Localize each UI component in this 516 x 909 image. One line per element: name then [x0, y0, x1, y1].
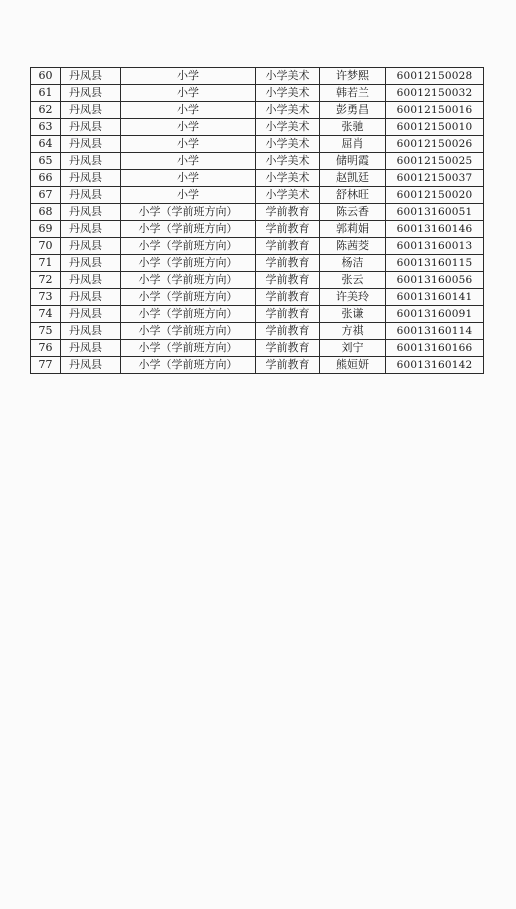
row-number-cell: 61 [31, 85, 61, 102]
subject-cell: 学前教育 [256, 204, 320, 221]
county-cell: 丹凤县 [61, 357, 121, 374]
candidate-name-cell: 陈茜茭 [320, 238, 386, 255]
county-cell: 丹凤县 [61, 238, 121, 255]
subject-cell: 学前教育 [256, 306, 320, 323]
candidate-name-cell: 赵凯廷 [320, 170, 386, 187]
subject-cell: 小学美术 [256, 136, 320, 153]
candidate-name-cell: 韩若兰 [320, 85, 386, 102]
subject-cell: 学前教育 [256, 357, 320, 374]
subject-cell: 小学美术 [256, 102, 320, 119]
table-row [31, 170, 484, 187]
candidate-name-cell: 陈云香 [320, 204, 386, 221]
row-number-cell: 60 [31, 68, 61, 85]
candidate-name-cell: 舒林旺 [320, 187, 386, 204]
exam-number-cell: 60012150032 [386, 85, 484, 102]
table-row [31, 306, 484, 323]
school-level-cell: 小学（学前班方向） [121, 323, 256, 340]
subject-cell: 学前教育 [256, 272, 320, 289]
subject-cell: 小学美术 [256, 187, 320, 204]
exam-number-cell: 60012150026 [386, 136, 484, 153]
county-cell: 丹凤县 [61, 136, 121, 153]
school-level-cell: 小学（学前班方向） [121, 272, 256, 289]
candidate-name-cell: 郭莉娟 [320, 221, 386, 238]
table-row [31, 289, 484, 306]
county-cell: 丹凤县 [61, 340, 121, 357]
roster-body [31, 68, 484, 374]
row-number-cell: 74 [31, 306, 61, 323]
county-cell: 丹凤县 [61, 119, 121, 136]
exam-number-cell: 60012150028 [386, 68, 484, 85]
school-level-cell: 小学 [121, 68, 256, 85]
county-cell: 丹凤县 [61, 272, 121, 289]
row-number-cell: 72 [31, 272, 61, 289]
exam-number-cell: 60013160051 [386, 204, 484, 221]
row-number-cell: 64 [31, 136, 61, 153]
row-number-cell: 66 [31, 170, 61, 187]
county-cell: 丹凤县 [61, 221, 121, 238]
row-number-cell: 68 [31, 204, 61, 221]
table-row [31, 119, 484, 136]
row-number-cell: 77 [31, 357, 61, 374]
county-cell: 丹凤县 [61, 187, 121, 204]
table-row [31, 187, 484, 204]
subject-cell: 小学美术 [256, 170, 320, 187]
subject-cell: 学前教育 [256, 238, 320, 255]
school-level-cell: 小学（学前班方向） [121, 238, 256, 255]
row-number-cell: 63 [31, 119, 61, 136]
county-cell: 丹凤县 [61, 306, 121, 323]
exam-number-cell: 60013160114 [386, 323, 484, 340]
subject-cell: 学前教育 [256, 255, 320, 272]
subject-cell: 学前教育 [256, 340, 320, 357]
candidate-name-cell: 许梦熙 [320, 68, 386, 85]
subject-cell: 学前教育 [256, 289, 320, 306]
school-level-cell: 小学 [121, 119, 256, 136]
subject-cell: 小学美术 [256, 153, 320, 170]
subject-cell: 小学美术 [256, 119, 320, 136]
table-row [31, 272, 484, 289]
school-level-cell: 小学（学前班方向） [121, 306, 256, 323]
county-cell: 丹凤县 [61, 153, 121, 170]
county-cell: 丹凤县 [61, 204, 121, 221]
row-number-cell: 71 [31, 255, 61, 272]
exam-number-cell: 60013160013 [386, 238, 484, 255]
county-cell: 丹凤县 [61, 170, 121, 187]
table-row [31, 221, 484, 238]
county-cell: 丹凤县 [61, 85, 121, 102]
exam-number-cell: 60013160166 [386, 340, 484, 357]
candidate-name-cell: 储明霞 [320, 153, 386, 170]
table-row [31, 85, 484, 102]
exam-number-cell: 60012150010 [386, 119, 484, 136]
exam-number-cell: 60013160115 [386, 255, 484, 272]
county-cell: 丹凤县 [61, 289, 121, 306]
table-row [31, 153, 484, 170]
exam-number-cell: 60012150037 [386, 170, 484, 187]
row-number-cell: 75 [31, 323, 61, 340]
candidate-name-cell: 张驰 [320, 119, 386, 136]
school-level-cell: 小学（学前班方向） [121, 357, 256, 374]
county-cell: 丹凤县 [61, 255, 121, 272]
exam-number-cell: 60012150025 [386, 153, 484, 170]
candidate-name-cell: 许美玲 [320, 289, 386, 306]
school-level-cell: 小学 [121, 170, 256, 187]
subject-cell: 小学美术 [256, 68, 320, 85]
candidate-roster-table [30, 67, 484, 374]
candidate-name-cell: 方祺 [320, 323, 386, 340]
exam-number-cell: 60012150020 [386, 187, 484, 204]
exam-number-cell: 60013160141 [386, 289, 484, 306]
candidate-name-cell: 张谦 [320, 306, 386, 323]
table-row [31, 238, 484, 255]
row-number-cell: 69 [31, 221, 61, 238]
county-cell: 丹凤县 [61, 68, 121, 85]
school-level-cell: 小学 [121, 102, 256, 119]
subject-cell: 学前教育 [256, 323, 320, 340]
row-number-cell: 70 [31, 238, 61, 255]
school-level-cell: 小学（学前班方向） [121, 289, 256, 306]
table-row [31, 357, 484, 374]
candidate-name-cell: 屈肖 [320, 136, 386, 153]
row-number-cell: 62 [31, 102, 61, 119]
candidate-name-cell: 熊姮妍 [320, 357, 386, 374]
table-row [31, 136, 484, 153]
table-row [31, 102, 484, 119]
school-level-cell: 小学（学前班方向） [121, 340, 256, 357]
school-level-cell: 小学 [121, 85, 256, 102]
subject-cell: 学前教育 [256, 221, 320, 238]
exam-number-cell: 60013160142 [386, 357, 484, 374]
county-cell: 丹凤县 [61, 102, 121, 119]
exam-number-cell: 60013160091 [386, 306, 484, 323]
exam-number-cell: 60013160056 [386, 272, 484, 289]
table-row [31, 255, 484, 272]
table-row [31, 340, 484, 357]
row-number-cell: 67 [31, 187, 61, 204]
table-row [31, 323, 484, 340]
school-level-cell: 小学（学前班方向） [121, 221, 256, 238]
table-row [31, 204, 484, 221]
school-level-cell: 小学（学前班方向） [121, 255, 256, 272]
school-level-cell: 小学 [121, 187, 256, 204]
candidate-name-cell: 杨洁 [320, 255, 386, 272]
row-number-cell: 65 [31, 153, 61, 170]
subject-cell: 小学美术 [256, 85, 320, 102]
candidate-name-cell: 彭勇昌 [320, 102, 386, 119]
school-level-cell: 小学 [121, 136, 256, 153]
row-number-cell: 76 [31, 340, 61, 357]
school-level-cell: 小学（学前班方向） [121, 204, 256, 221]
row-number-cell: 73 [31, 289, 61, 306]
table-row [31, 68, 484, 85]
county-cell: 丹凤县 [61, 323, 121, 340]
candidate-name-cell: 张云 [320, 272, 386, 289]
exam-number-cell: 60012150016 [386, 102, 484, 119]
candidate-name-cell: 刘宁 [320, 340, 386, 357]
school-level-cell: 小学 [121, 153, 256, 170]
exam-number-cell: 60013160146 [386, 221, 484, 238]
